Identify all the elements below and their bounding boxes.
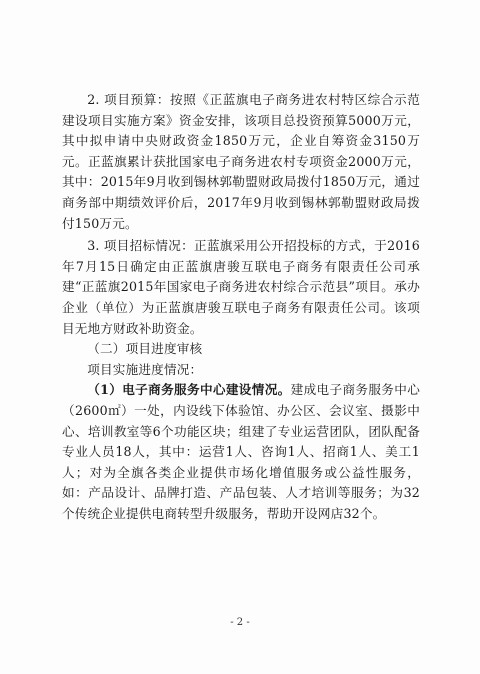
paragraph-service-center (62, 380, 420, 524)
section-heading: （二）项目进度审核 (87, 341, 203, 357)
progress-intro: 项目实施进度情况： (87, 361, 203, 377)
document-body (62, 90, 420, 524)
page-number: - 2 - (230, 617, 250, 628)
service-center-body: 建成电子商务服务中心（2600㎡）一处，内设线下体验馆、办公区、会议室、摄影中心、培训教室等6个功能区块；组建了专业运营团队，团队配备专业人员18人，其中：运营1人、咨询1人、招商1人、美工1人；对为全旗各类企业提供市场化增值服务或公益性服务，如：产品设计、品牌打造、产品包装、人才培训等服务；为32个传统企业提供电商转型升级服务，帮助开设网店32个。 (62, 382, 421, 521)
paragraph-budget: 2. 项目预算：按照《正蓝旗电子商务进农村特区综合示范建设项目实施方案》资金安排，该项目总投资预算5000万元，其中拟申请中央财政资金1850万元，企业自筹资金3150万元。正蓝旗累计获批国家电子商务进农村专项资金2000万元，其中：2015年9月收到锡林郭勒盟财政局拨付1850万元，通过商务部中期绩效评价后，2017年9月收到锡林郭勒盟财政局拨付150万元。 (62, 92, 420, 231)
service-center-lead: （1）电子商务服务中心建设情况。 (87, 382, 291, 398)
paragraph-bidding: 3. 项目招标情况：正蓝旗采用公开招投标的方式，于2016年7月15日确定由正蓝旗唐骏互联电子商务有限责任公司承建“正蓝旗2015年国家电子商务进农村综合示范县”项目。承办企业（单位）为正蓝旗唐骏互联电子商务有限责任公司。该项目无地方财政补助资金。 (62, 238, 420, 336)
